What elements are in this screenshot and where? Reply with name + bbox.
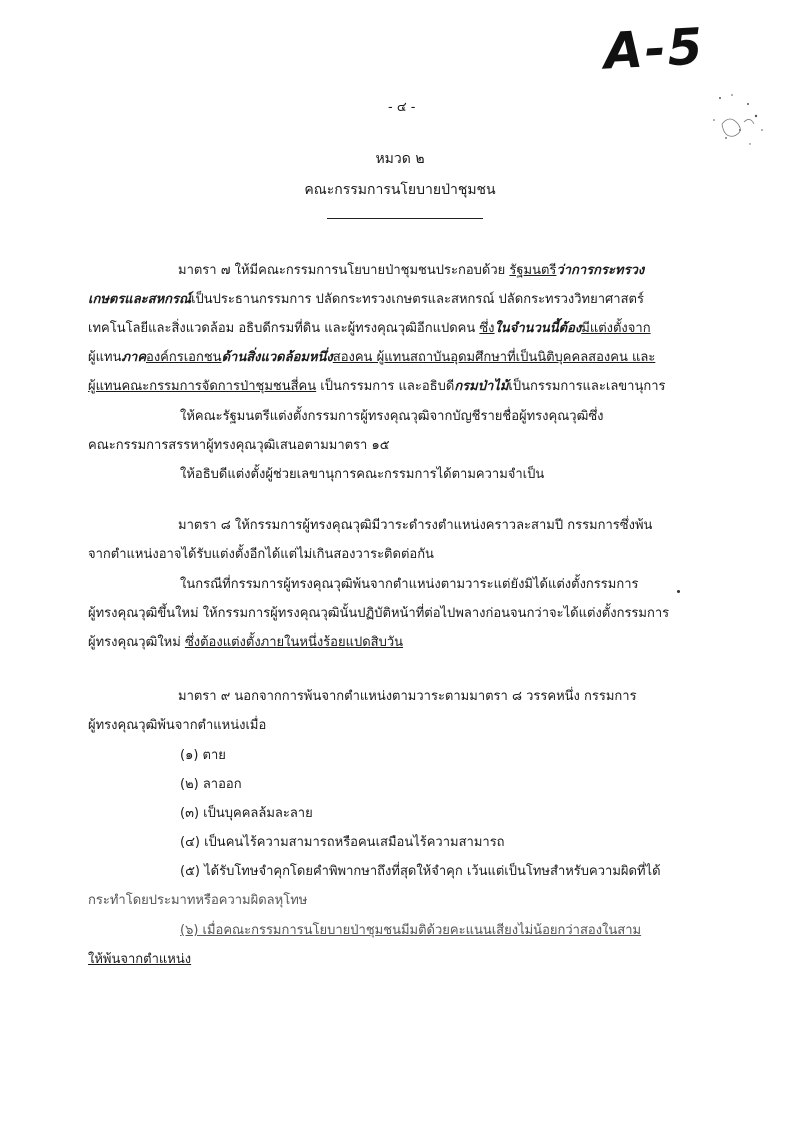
section-8-para-2-line-3: [88, 634, 403, 652]
section-9-item-5: (๕) ได้รับโทษจำคุกโดยคำพิพากษาถึงที่สุดให้จำคุก เว้นแต่เป็นโทษสำหรับความผิดที่ได้: [180, 864, 661, 879]
page-number: - ๔ -: [388, 100, 416, 115]
section-7-para-2-line-2: คณะกรรมการสรรหาผู้ทรงคุณวุฒิเสนอตามมาตรา ๑๕: [88, 438, 390, 453]
section-7-para-3-line-1: ให้อธิบดีแต่งตั้งผู้ช่วยเลขานุการคณะกรรมการได้ตามความจำเป็น: [180, 467, 545, 482]
s7-l4-amend-a: องค์กรเอกชน: [146, 350, 222, 365]
section-9-item-5-cont: กระทำโดยประมาทหรือความผิดลหุโทษ: [88, 893, 308, 908]
scan-speck: [677, 590, 680, 593]
section-7-line-4: [88, 349, 655, 367]
s7-l5-amend: ผู้แทนคณะกรรมการจัดการป่าชุมชนสี่คน: [88, 379, 317, 394]
title-underline: [327, 218, 483, 219]
s7-l2-strike: เกษตรและสหกรณ์: [88, 292, 192, 307]
section-8-para-2-line-1: ในกรณีที่กรรมการผู้ทรงคุณวุฒิพ้นจากตำแหน่งตามวาระแต่ยังมิได้แต่งตั้งกรรมการ: [180, 577, 639, 592]
section-7-para-2-line-1: ให้คณะรัฐมนตรีแต่งตั้งกรรมการผู้ทรงคุณวุฒิจากบัญชีรายชื่อผู้ทรงคุณวุฒิซึ่ง: [180, 409, 604, 424]
s8-l3-text: ผู้ทรงคุณวุฒิใหม่: [88, 635, 185, 650]
section-8-para-2-line-2: ผู้ทรงคุณวุฒิขึ้นใหม่ ให้กรรมการผู้ทรงคุณวุฒินั้นปฏิบัติหน้าที่ต่อไปพลางก่อนจนกว่าจะได้แต่งตั้งกรรมการ: [88, 606, 670, 621]
smudge-mark: [700, 86, 780, 156]
handwritten-mark: A-5: [602, 17, 706, 81]
s7-l4-text: ผู้แทน: [88, 350, 122, 365]
section-9-line-1: มาตรา ๙ นอกจากการพ้นจากตำแหน่งตามวาระตามมาตรา ๘ วรรคหนึ่ง กรรมการ: [178, 689, 637, 704]
s7-l1-text: มาตรา ๗ ให้มีคณะกรรมการนโยบายป่าชุมชนประกอบด้วย: [178, 263, 510, 278]
s7-l1-strike: ว่าการกระทรวง: [556, 263, 645, 278]
section-7-line-3: [88, 320, 651, 338]
section-8-line-1: มาตรา ๘ ให้กรรมการผู้ทรงคุณวุฒิมีวาระดำรงตำแหน่งคราวละสามปี กรรมการซึ่งพ้น: [178, 518, 653, 533]
section-7-line-2: [88, 291, 644, 309]
s7-l5-text-a: เป็นกรรมการ และอธิบดี: [316, 379, 455, 394]
s7-l3-text: เทคโนโลยีและสิ่งแวดล้อม อธิบดีกรมที่ดิน และผู้ทรงคุณวุฒิอีกแปดคน: [88, 321, 480, 336]
s7-l3-strike: ในจำนวนนี้ต้อง: [494, 321, 582, 336]
s7-l5-text-b: เป็นกรรมการและเลขานุการ: [508, 379, 666, 394]
section-8-line-2: จากตำแหน่งอาจได้รับแต่งตั้งอีกได้แต่ไม่เกินสองวาระติดต่อกัน: [88, 547, 434, 562]
s7-l4-amend-b: สองคน ผู้แทนสถาบันอุดมศึกษาที่เป็นนิติบุคคลสองคน และ: [332, 350, 656, 365]
section-9-item-4: (๔) เป็นคนไร้ความสามารถหรือคนเสมือนไร้ความสามารถ: [180, 835, 505, 850]
s7-l3-amend-b: มีแต่งตั้งจาก: [581, 321, 651, 336]
s7-l1-amend: รัฐมนตรี: [509, 263, 557, 278]
s7-l4-strike-a: ภาค: [121, 350, 147, 365]
section-9-item-6-line-1: (๖) เมื่อคณะกรรมการนโยบายป่าชุมชนมีมติด้วยคะแนนเสียงไม่น้อยกว่าสองในสาม: [180, 923, 642, 938]
s7-l3-amend-a: ซึ่ง: [479, 321, 495, 336]
section-9-item-3: (๓) เป็นบุคคลล้มละลาย: [180, 806, 313, 821]
s7-l5-strike: กรมป่าไม้: [454, 379, 509, 394]
section-7-line-1: [178, 262, 644, 280]
s8-l3-amend: ซึ่งต้องแต่งตั้งภายในหนึ่งร้อยแปดสิบวัน: [184, 635, 404, 650]
chapter-title: คณะกรรมการนโยบายป่าชุมชน: [304, 182, 496, 198]
section-9-item-1: (๑) ตาย: [180, 748, 226, 763]
section-9-item-6-line-2: ให้พ้นจากตำแหน่ง: [88, 952, 192, 967]
section-9-item-2: (๒) ลาออก: [180, 777, 242, 792]
section-9-line-2: ผู้ทรงคุณวุฒิพ้นจากตำแหน่งเมื่อ: [88, 718, 267, 733]
s7-l4-strike-b: ด้านสิ่งแวดล้อมหนึ่ง: [221, 350, 333, 365]
s7-l2-text: เป็นประธานกรรมการ ปลัดกระทรวงเกษตรและสหกรณ์ ปลัดกระทรวงวิทยาศาสตร์: [191, 292, 644, 307]
section-7-line-5: [88, 378, 666, 396]
chapter-heading: หมวด ๒: [375, 151, 425, 167]
